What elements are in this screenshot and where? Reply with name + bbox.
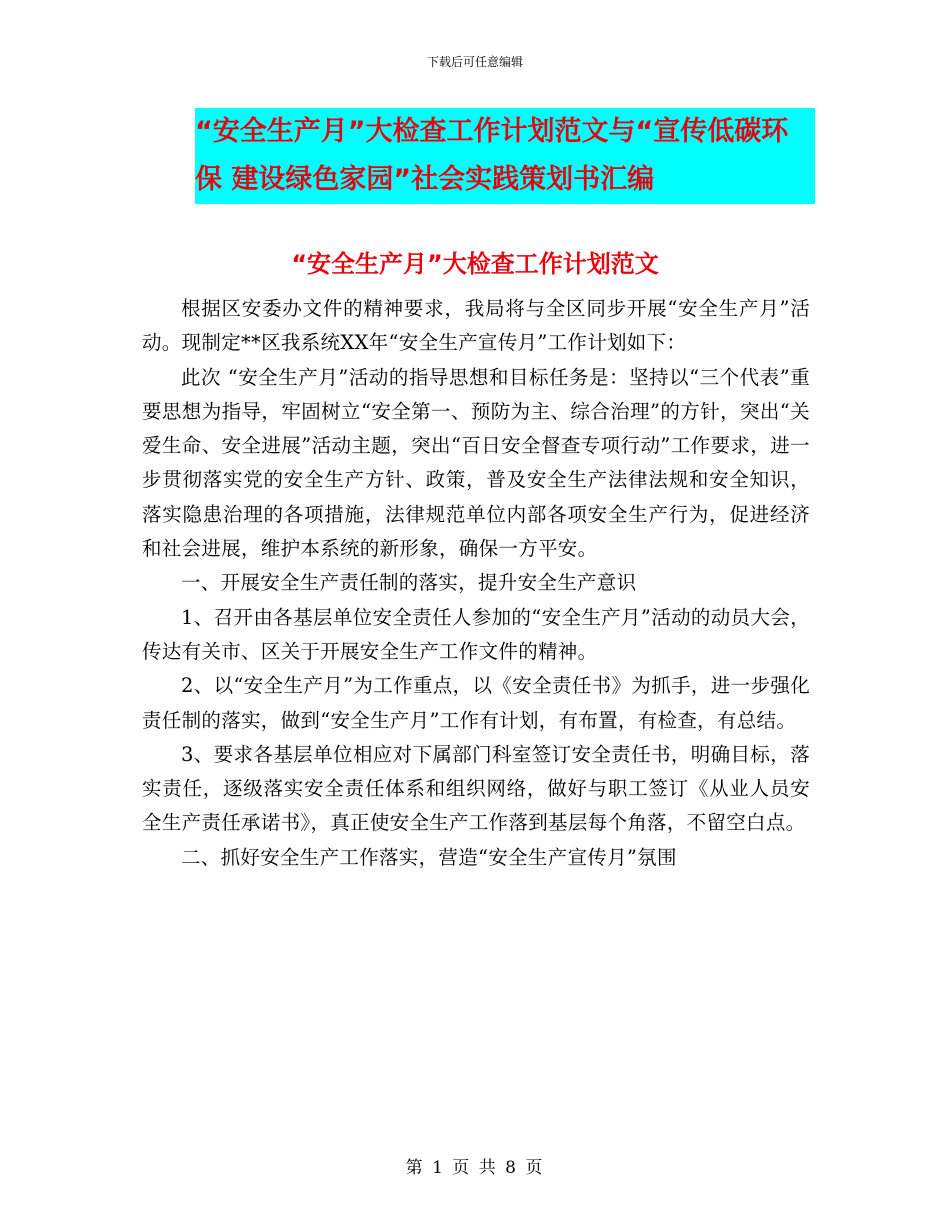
heading-paragraph: 二、抓好安全生产工作落实，营造“安全生产宣传月”氛围 bbox=[181, 845, 677, 869]
document-title bbox=[195, 108, 815, 204]
paragraph: 根据区安委办文件的精神要求，我局将与全区同步开展“安全生产月”活动。现制定**区我系统XX年“安全生产宣传月”工作计划如下： bbox=[142, 297, 810, 355]
paragraph: 此次 “安全生产月”活动的指导思想和目标任务是：坚持以“三个代表”重要思想为指导，牢固树立“安全第一、预防为主、综合治理”的方针，突出“关爱生命、安全进展”活动主题，突出“百日安全督查专项行动”工作要求，进一步贯彻落实党的安全生产方针、政策，普及安全生产法律法规和安全知识，落实隐患治理的各项措施，法律规范单位内部各项安全生产行为，促进经济和社会进展，维护本系统的新形象，确保一方平安。 bbox=[142, 365, 810, 561]
title-line-2: 保 建设绿色家园”社会实践策划书汇编 bbox=[195, 156, 815, 204]
page-number: 第 1 页 共 8 页 bbox=[405, 1158, 545, 1178]
paragraph: 3、要求各基层单位相应对下属部门科室签订安全责任书，明确目标，落实责任，逐级落实安全责任体系和组织网络，做好与职工签订《从业人员安全生产责任承诺书》，真正使安全生产工作落到基层每个角落，不留空白点。 bbox=[142, 742, 810, 835]
document-body bbox=[142, 292, 810, 875]
paragraph: 1、召开由各基层单位安全责任人参加的“安全生产月”活动的动员大会，传达有关市、区关于开展安全生产工作文件的精神。 bbox=[142, 605, 810, 663]
paragraph: 2、以“安全生产月”为工作重点，以《安全责任书》为抓手，进一步强化责任制的落实，做到“安全生产月”工作有计划，有布置，有检查，有总结。 bbox=[142, 674, 810, 732]
title-line-1: “安全生产月”大检查工作计划范文与“宣传低碳环 bbox=[195, 108, 815, 156]
header-note: 下载后可任意编辑 bbox=[426, 55, 523, 69]
section-title: “安全生产月”大检查工作计划范文 bbox=[291, 250, 659, 278]
heading-paragraph: 一、开展安全生产责任制的落实，提升安全生产意识 bbox=[181, 571, 637, 595]
